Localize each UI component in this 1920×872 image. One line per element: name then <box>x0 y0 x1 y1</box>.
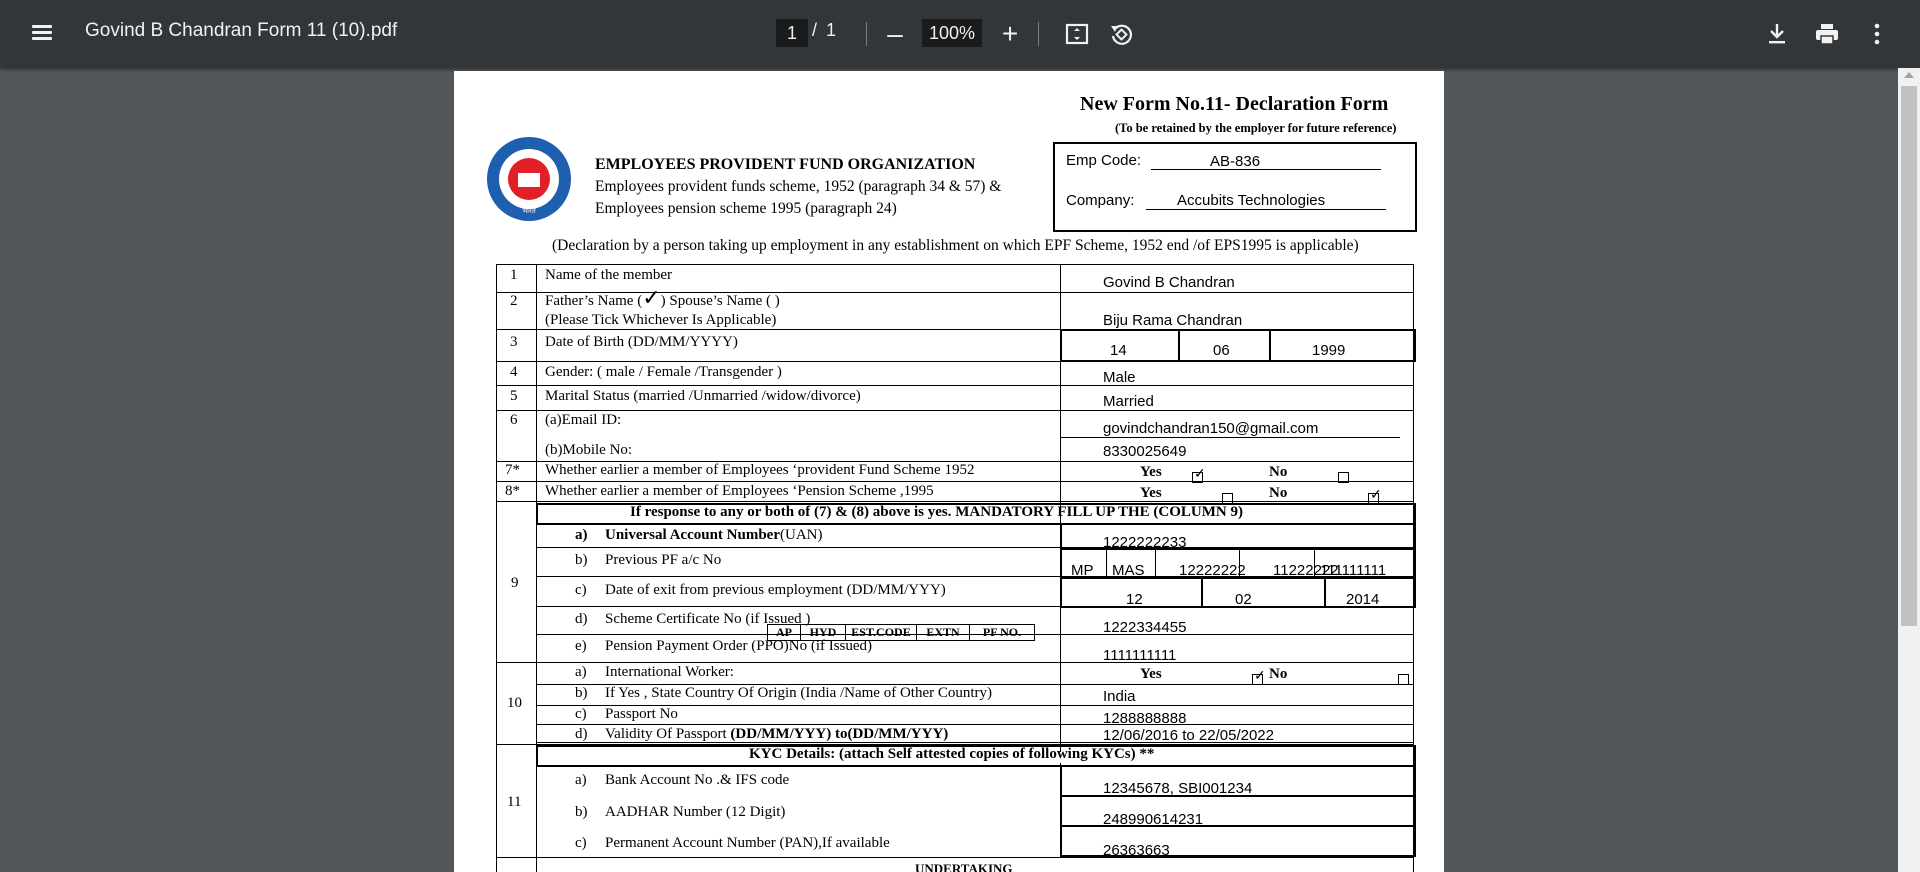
country-label: If Yes , State Country Of Origin (India /Name of Other Country) <box>605 685 993 701</box>
toolbar-divider <box>866 22 867 46</box>
country-value: India <box>1103 688 1136 705</box>
document-title: Govind B Chandran Form 11 (10).pdf <box>85 20 398 41</box>
member-name-label: Name of the member <box>545 267 673 283</box>
dob-year: 1999 <box>1312 342 1346 359</box>
uan-value: 1222222233 <box>1103 534 1187 551</box>
passport-value: 1288888888 <box>1103 710 1187 727</box>
pf-header-extn: EXTN <box>916 624 970 641</box>
gender-label: Gender: ( male / Female /Transgender ) <box>545 364 782 380</box>
emp-code-underline <box>1151 169 1381 170</box>
scheme-line-2: Employees pension scheme 1995 (paragraph 24) <box>595 200 897 217</box>
intl-no-checkbox[interactable] <box>1398 674 1409 685</box>
exit-month: 02 <box>1235 591 1252 608</box>
pf-header-estcode: EST.CODE <box>845 624 917 641</box>
pdf-toolbar <box>0 0 1920 68</box>
exit-day: 12 <box>1126 591 1143 608</box>
company-label: Company: <box>1066 192 1135 209</box>
dob-day: 14 <box>1110 342 1127 359</box>
pf-value-estcode: 12222222 <box>1179 562 1246 579</box>
pdf-page <box>454 71 1444 872</box>
bank-account-label: Bank Account No .& IFS code <box>605 772 790 788</box>
tick-mark-icon: ✓ <box>642 285 661 310</box>
page-total: 1 <box>826 20 837 40</box>
member-name-value: Govind B Chandran <box>1103 274 1235 291</box>
dob-label: Date of Birth (DD/MM/YYYY) <box>545 334 738 350</box>
row-number: 11 <box>507 794 522 810</box>
epf-no-checkbox[interactable] <box>1338 472 1349 483</box>
zoom-level-input[interactable]: 100% <box>922 19 982 47</box>
father-label-b: ) Spouse’s Name ( ) <box>660 293 780 309</box>
menu-icon[interactable] <box>30 22 54 46</box>
row-number: 8* <box>505 483 520 499</box>
row-number: 1 <box>510 267 518 283</box>
download-icon[interactable] <box>1763 20 1791 48</box>
pf-value-pfno: 111111111 <box>1320 562 1387 579</box>
company-underline <box>1146 209 1386 210</box>
passport-label: Passport No <box>605 706 678 722</box>
email-label: (a)Email ID: <box>545 412 622 428</box>
company-value: Accubits Technologies <box>1177 192 1326 209</box>
emp-code-value: AB-836 <box>1210 153 1261 170</box>
intl-yes-checkbox[interactable] <box>1252 674 1263 685</box>
dob-month: 06 <box>1213 342 1230 359</box>
rotate-icon[interactable] <box>1107 20 1135 48</box>
item-letter: b) <box>575 804 588 820</box>
item-letter: c) <box>575 835 587 851</box>
tick-instruction: (Please Tick Whichever Is Applicable) <box>545 312 777 328</box>
epf-member-label: Whether earlier a member of Employees ‘provident Fund Scheme 1952 <box>545 462 975 478</box>
father-name-value: Biju Rama Chandran <box>1103 312 1243 329</box>
intl-worker-label: International Worker: <box>605 664 734 680</box>
pf-value-ap: MP <box>1071 562 1094 579</box>
father-label-a: Father’s Name ( <box>545 293 643 309</box>
scheme-cert-value: 1222334455 <box>1103 619 1187 636</box>
item-letter: b) <box>575 685 588 701</box>
mandatory-header: If response to any or both of (7) & (8) above is yes. MANDATORY FILL UP THE (COLUMN 9) <box>630 504 1243 520</box>
passport-validity-format: (DD/MM/YYY) to(DD/MM/YYY) <box>730 726 949 742</box>
pf-header-hyd: HYD <box>800 624 846 641</box>
uan-label-suffix: (UAN) <box>780 527 823 543</box>
ppo-label: Pension Payment Order (PPO)No (if Issued) <box>605 638 873 654</box>
row-number: 3 <box>510 334 518 350</box>
item-letter: e) <box>575 638 587 654</box>
exit-year: 2014 <box>1346 591 1380 608</box>
email-value: govindchandran150@gmail.com <box>1103 420 1319 437</box>
logo-text: भारत <box>522 207 536 215</box>
item-letter: c) <box>575 582 587 598</box>
scrollbar-thumb[interactable] <box>1901 86 1917 626</box>
pan-value: 26363663 <box>1103 842 1170 859</box>
eps-yes-checkbox[interactable] <box>1222 493 1233 504</box>
declaration-text: (Declaration by a person taking up employment in any establishment on which EPF Scheme, 1952 end /of EPS1995 is applicable) <box>552 237 1359 254</box>
bank-account-value: 12345678, SBI001234 <box>1103 780 1253 797</box>
epf-yes-label: Yes <box>1140 464 1162 480</box>
emp-code-label: Emp Code: <box>1066 152 1142 169</box>
scroll-up-icon[interactable] <box>1904 72 1914 78</box>
gender-value: Male <box>1103 369 1136 386</box>
row-number: 4 <box>510 364 518 380</box>
prev-pf-label: Previous PF a/c No <box>605 552 722 568</box>
row-number: 7* <box>505 462 520 478</box>
zoom-in-button[interactable]: + <box>1001 18 1019 49</box>
undertaking-heading: UNDERTAKING <box>915 861 1013 872</box>
print-icon[interactable] <box>1813 20 1841 48</box>
more-options-icon[interactable] <box>1863 20 1891 48</box>
fit-page-icon[interactable] <box>1063 20 1091 48</box>
passport-validity-value: 12/06/2016 to 22/05/2022 <box>1103 727 1274 744</box>
item-letter: d) <box>575 611 588 627</box>
pf-header-pfno: PF NO. <box>969 624 1035 641</box>
epfo-logo-icon <box>479 135 579 223</box>
aadhar-label: AADHAR Number (12 Digit) <box>605 804 786 820</box>
row-number: 6 <box>510 412 518 428</box>
passport-validity-label <box>605 726 948 743</box>
row-number: 2 <box>510 293 518 309</box>
intl-yes-label: Yes <box>1140 666 1162 682</box>
item-letter: a) <box>575 664 587 680</box>
eps-no-label: No <box>1269 485 1288 501</box>
page-separator: / <box>812 20 818 40</box>
org-name: EMPLOYEES PROVIDENT FUND ORGANIZATION <box>595 156 976 173</box>
eps-no-checkbox[interactable] <box>1368 493 1379 504</box>
row-number: 10 <box>507 695 522 711</box>
pf-value-extn: 11222222 <box>1273 562 1339 579</box>
item-letter: d) <box>575 726 588 742</box>
form-title: New Form No.11- Declaration Form <box>1080 93 1389 115</box>
page-number-input[interactable]: 1 <box>776 19 808 47</box>
marital-status-value: Married <box>1103 393 1154 410</box>
scheme-cert-label: Scheme Certificate No (if Issued ) <box>605 611 811 627</box>
father-name-label <box>545 285 780 310</box>
uan-label <box>605 527 823 544</box>
epf-no-label: No <box>1269 464 1288 480</box>
epf-yes-checkbox[interactable] <box>1192 472 1203 483</box>
eps-yes-label: Yes <box>1140 485 1162 501</box>
item-letter: b) <box>575 552 588 568</box>
pan-label: Permanent Account Number (PAN),If available <box>605 835 890 851</box>
vertical-scrollbar[interactable] <box>1898 68 1920 872</box>
row-number: 5 <box>510 388 518 404</box>
zoom-out-button[interactable]: – <box>887 18 903 49</box>
kyc-header: KYC Details: (attach Self attested copies of following KYCs) ** <box>749 746 1155 762</box>
item-letter: a) <box>575 772 587 788</box>
item-letter: a) <box>575 527 588 543</box>
uan-label-bold: Universal Account Number <box>605 527 780 543</box>
item-letter: c) <box>575 706 587 722</box>
email-underline <box>1060 437 1400 438</box>
pf-header-ap: AP <box>767 624 801 641</box>
scheme-line-1: Employees provident funds scheme, 1952 (paragraph 34 & 57) & <box>595 178 1002 195</box>
ppo-value: 1111111111 <box>1103 647 1177 664</box>
toolbar-divider <box>1038 22 1039 46</box>
pf-value-hyd: MAS <box>1112 562 1145 579</box>
form-subtitle: (To be retained by the employer for future reference) <box>1115 121 1397 135</box>
marital-status-label: Marital Status (married /Unmarried /widow/divorce) <box>545 388 861 404</box>
aadhar-value: 248990614231 <box>1103 811 1204 828</box>
intl-no-label: No <box>1269 666 1288 682</box>
exit-date-label: Date of exit from previous employment (DD/MM/YYY) <box>605 582 946 598</box>
row-number: 9 <box>511 575 519 591</box>
mobile-value: 8330025649 <box>1103 443 1187 460</box>
passport-validity-text: Validity Of Passport <box>605 726 731 742</box>
eps-member-label: Whether earlier a member of Employees ‘Pension Scheme ,1995 <box>545 483 934 499</box>
mobile-label: (b)Mobile No: <box>545 442 633 458</box>
